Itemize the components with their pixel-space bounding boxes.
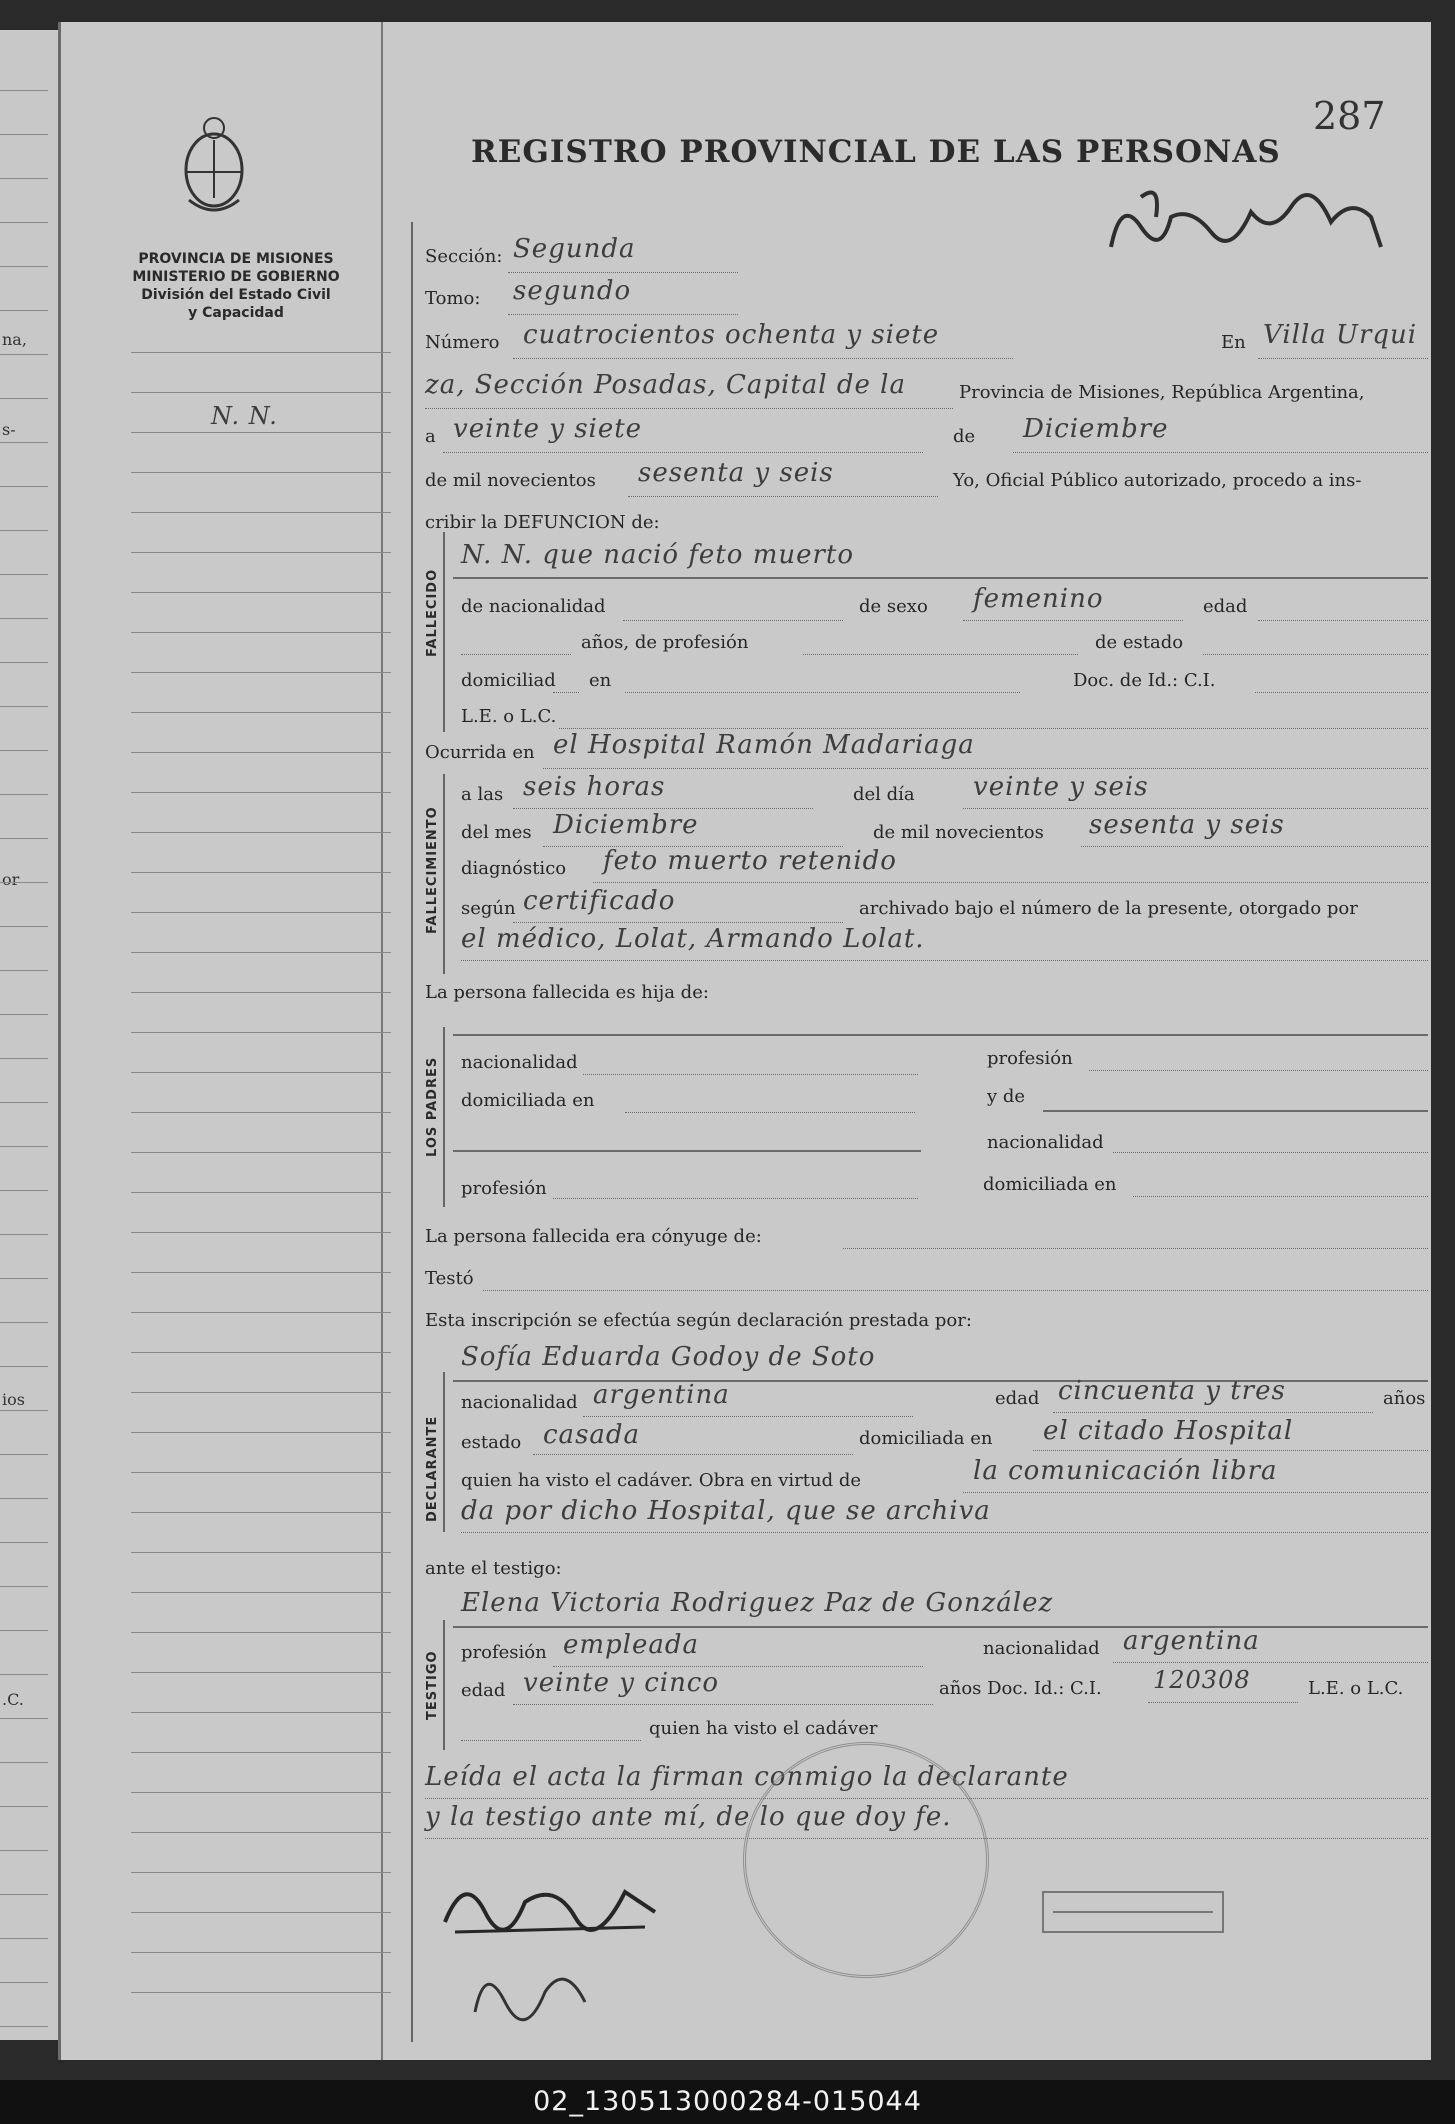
tomo-label: Tomo: [425,288,481,309]
del-mes-label: del mes [461,822,532,843]
margin-rule [131,752,391,753]
diagnostico-value: feto muerto retenido [603,846,897,876]
profesion-test-label: profesión [461,1642,547,1663]
estado-decl-label: estado [461,1432,522,1453]
seccion-value: Segunda [513,234,636,264]
sexo-value: femenino [973,584,1104,614]
previous-page-rule [0,750,48,751]
diagnostico-label: diagnóstico [461,858,567,879]
cierre-line-2: y la testigo ante mí, de lo que doy fe. [425,1802,952,1832]
previous-page-rule [0,1146,48,1147]
previous-page-rule [0,1586,48,1587]
ministry-line: PROVINCIA DE MISIONES [138,251,334,267]
previous-page-rule [0,1674,48,1675]
ocurrida-value: el Hospital Ramón Madariaga [553,730,975,760]
previous-page-rule [0,90,48,91]
a-las-label: a las [461,784,504,805]
domiciliada-madre-label: domiciliada en [983,1174,1117,1195]
margin-rule [131,592,391,593]
margin-rule [131,552,391,553]
obra-value-2: da por dicho Hospital, que se archiva [461,1496,991,1526]
nacionalidad-padre-label: nacionalidad [461,1052,578,1073]
seccion-label: Sección: [425,246,503,267]
le-lc-label: L.E. o L.C. [461,706,557,727]
previous-page-rule [0,1630,48,1631]
previous-page-rule [0,1454,48,1455]
previous-page-rule [0,398,48,399]
previous-page-rule [0,794,48,795]
anos-doc-label: años Doc. Id.: C.I. [939,1678,1102,1699]
profesion-test-value: empleada [563,1630,700,1660]
doc-id-label: Doc. de Id.: C.I. [1073,670,1216,691]
previous-page-rule [0,1058,48,1059]
archivado-label: archivado bajo el número de la presente, otorgado por [859,898,1358,919]
en-value-1: Villa Urqui [1263,320,1418,350]
previous-page-rule [0,354,48,355]
en-label-2: en [589,670,612,691]
previous-page-rule [0,1014,48,1015]
obra-value-1: la comunicación libra [973,1456,1278,1486]
previous-page-rule [0,1410,48,1411]
hora-value: seis horas [523,772,666,802]
fallecido-name: N. N. que nació feto muerto [461,540,855,570]
dia-fall-value: veinte y seis [973,772,1149,802]
nacionalidad-decl-label: nacionalidad [461,1392,578,1413]
anio-value: sesenta y seis [638,458,834,488]
margin-rule [131,1472,391,1473]
sexo-label: de sexo [859,596,928,617]
provincia-label: Provincia de Misiones, República Argentina, [959,382,1365,403]
en-label: En [1221,332,1246,353]
segun-label: según [461,898,516,919]
section-declarante: DECLARANTE [425,1415,440,1522]
domiciliada-label: domiciliada en [461,1090,595,1111]
cribir-label: cribir la DEFUNCION de: [425,512,660,533]
margin-rule [131,992,391,993]
margin-rule [131,632,391,633]
previous-page-rule [0,530,48,531]
ministry-line: MINISTERIO DE GOBIERNO [132,269,340,285]
nacionalidad-madre-label: nacionalidad [987,1132,1104,1153]
margin-rule [131,792,391,793]
margin-rule [131,472,391,473]
mes-value: Diciembre [1023,414,1169,444]
testigo-name: Elena Victoria Rodriguez Paz de González [461,1588,1054,1618]
ci-test-value: 120308 [1153,1666,1251,1694]
official-seal [743,1742,989,1978]
previous-page-rule [0,1938,48,1939]
cierre-line-1: Leída el acta la firman conmigo la declarante [425,1762,1069,1792]
domiciliad-label: domiciliad [461,670,556,691]
tomo-value: segundo [513,276,632,306]
margin-rule [131,712,391,713]
margin-rule [131,1592,391,1593]
previous-page-rule [0,1718,48,1719]
nacionalidad-decl-value: argentina [593,1380,730,1410]
margin-rule [131,1392,391,1393]
otorgado-value: el médico, Lolat, Armando Lolat. [461,924,925,954]
margin-rule [131,392,391,393]
previous-page-rule [0,1190,48,1191]
domiciliada-decl-value: el citado Hospital [1043,1416,1294,1446]
previous-page-rule [0,1982,48,1983]
margin-rule [131,1192,391,1193]
register-title: REGISTRO PROVINCIAL DE LAS PERSONAS [471,134,1281,170]
margin-rule [131,1152,391,1153]
previous-page-fragment: ios [2,1390,25,1409]
section-fallecimiento: FALLECIMIENTO [425,806,440,934]
previous-page-rule [0,1894,48,1895]
previous-page-rule [0,618,48,619]
profesion-padre-label: profesión [461,1178,547,1199]
margin-rule [131,1432,391,1433]
edad-decl-label: edad [995,1388,1040,1409]
margin-rule [131,432,391,433]
anos-label: años [1383,1388,1426,1409]
previous-page-rule [0,1762,48,1763]
death-certificate-form [411,222,1433,2042]
image-caption: 02_130513000284-015044 [0,2080,1455,2124]
coat-of-arms-icon [179,110,249,220]
previous-page-rule [0,926,48,927]
y-de-label: y de [987,1086,1026,1107]
margin-rule [131,512,391,513]
section-testigo: TESTIGO [425,1650,440,1720]
edad-test-label: edad [461,1680,506,1701]
nacionalidad-test-label: nacionalidad [983,1638,1100,1659]
previous-page-rule [0,1366,48,1367]
dia-value: veinte y siete [453,414,643,444]
ante-testigo-label: ante el testigo: [425,1558,562,1579]
previous-page-rule [0,2026,48,2027]
signatures [425,1862,685,2032]
previous-page-rule [0,222,48,223]
del-dia-label: del día [853,784,915,805]
ocurrida-label: Ocurrida en [425,742,535,763]
previous-page-rule [0,1850,48,1851]
folio-number: 287 [1313,94,1386,138]
margin-rule [131,1272,391,1273]
margin-rule [131,1552,391,1553]
previous-page-rule [0,970,48,971]
margin-rule [131,1792,391,1793]
previous-page-rule [0,662,48,663]
nacionalidad-label: de nacionalidad [461,596,606,617]
ministry-line: y Capacidad [188,305,284,321]
margin-rule [131,1992,391,1993]
margin-rule [131,1032,391,1033]
le-lc-label-2: L.E. o L.C. [1308,1678,1404,1699]
previous-page-fragment: na, [2,330,27,349]
previous-page-rule [0,310,48,311]
margin-rule [131,1352,391,1353]
previous-page-rule [0,486,48,487]
conyuge-label: La persona fallecida era cónyuge de: [425,1226,762,1247]
previous-page-rule [0,178,48,179]
official-stamp-mark [1033,1872,1233,1952]
ministry-heading [91,250,381,322]
edad-test-value: veinte y cinco [523,1668,720,1698]
previous-page-fragment: or [2,870,20,889]
edad-decl-value: cincuenta y tres [1058,1376,1286,1406]
margin-rule [131,1872,391,1873]
en-value-2: za, Sección Posadas, Capital de la [425,370,906,400]
previous-page-rule [0,1278,48,1279]
margin-rule [131,1072,391,1073]
previous-page-rule [0,134,48,135]
section-padres: LOS PADRES [425,1056,440,1157]
previous-page-fragment: .C. [2,1690,24,1709]
anos-profesion-label: años, de profesión [581,632,749,653]
section-fallecido: FALLECIDO [425,568,440,657]
previous-page-fragment: s- [2,420,16,439]
previous-page-rule [0,1322,48,1323]
previous-page-rule [0,1542,48,1543]
numero-label: Número [425,332,500,353]
estado-decl-value: casada [543,1420,641,1450]
previous-page-rule [0,706,48,707]
margin-rule [131,352,391,353]
margin-column [91,22,383,2060]
margin-rule [131,1632,391,1633]
declarante-name: Sofía Eduarda Godoy de Soto [461,1342,876,1372]
de-label: de [953,426,976,447]
previous-page-rule [0,1234,48,1235]
margin-rule [131,1832,391,1833]
margin-rule [131,1672,391,1673]
margin-rule [131,672,391,673]
margin-rule [131,1512,391,1513]
margin-rule [131,872,391,873]
margin-rule [131,1952,391,1953]
yo-label: Yo, Oficial Público autorizado, procedo a ins- [953,470,1362,491]
estado-label: de estado [1095,632,1184,653]
margin-rule [131,952,391,953]
anio-fall-value: sesenta y seis [1089,810,1285,840]
quien-visto-label-2: quien ha visto el cadáver [649,1718,878,1739]
margin-note: N. N. [211,402,278,430]
previous-page-rule [0,574,48,575]
previous-page-rule [0,266,48,267]
margin-rule [131,832,391,833]
previous-page-rule [0,1498,48,1499]
previous-page-rule [0,442,48,443]
margin-rule [131,1712,391,1713]
numero-value: cuatrocientos ochenta y siete [523,320,940,350]
previous-page-rule [0,1806,48,1807]
ministry-line: División del Estado Civil [141,287,331,303]
domiciliada-decl-label: domiciliada en [859,1428,993,1449]
de-mil-label-2: de mil novecientos [873,822,1044,843]
de-mil-label: de mil novecientos [425,470,596,491]
hija-de-label: La persona fallecida es hija de: [425,982,709,1003]
margin-rule [131,1112,391,1113]
margin-rule [131,1912,391,1913]
testo-label: Testó [425,1268,474,1289]
previous-page-rule [0,882,48,883]
mes-fall-value: Diciembre [553,810,699,840]
profesion-label: profesión [987,1048,1073,1069]
register-page [58,22,1431,2060]
margin-rule [131,912,391,913]
nacionalidad-test-value: argentina [1123,1626,1260,1656]
a-label: a [425,426,436,447]
inscripcion-label: Esta inscripción se efectúa según declaración prestada por: [425,1310,972,1331]
margin-rule [131,1312,391,1313]
previous-page-edge [0,30,60,2040]
segun-value: certificado [523,886,676,916]
previous-page-rule [0,838,48,839]
quien-visto-label: quien ha visto el cadáver. Obra en virtud de [461,1470,862,1491]
margin-rule [131,1232,391,1233]
margin-rule [131,1752,391,1753]
previous-page-rule [0,1102,48,1103]
edad-label: edad [1203,596,1248,617]
